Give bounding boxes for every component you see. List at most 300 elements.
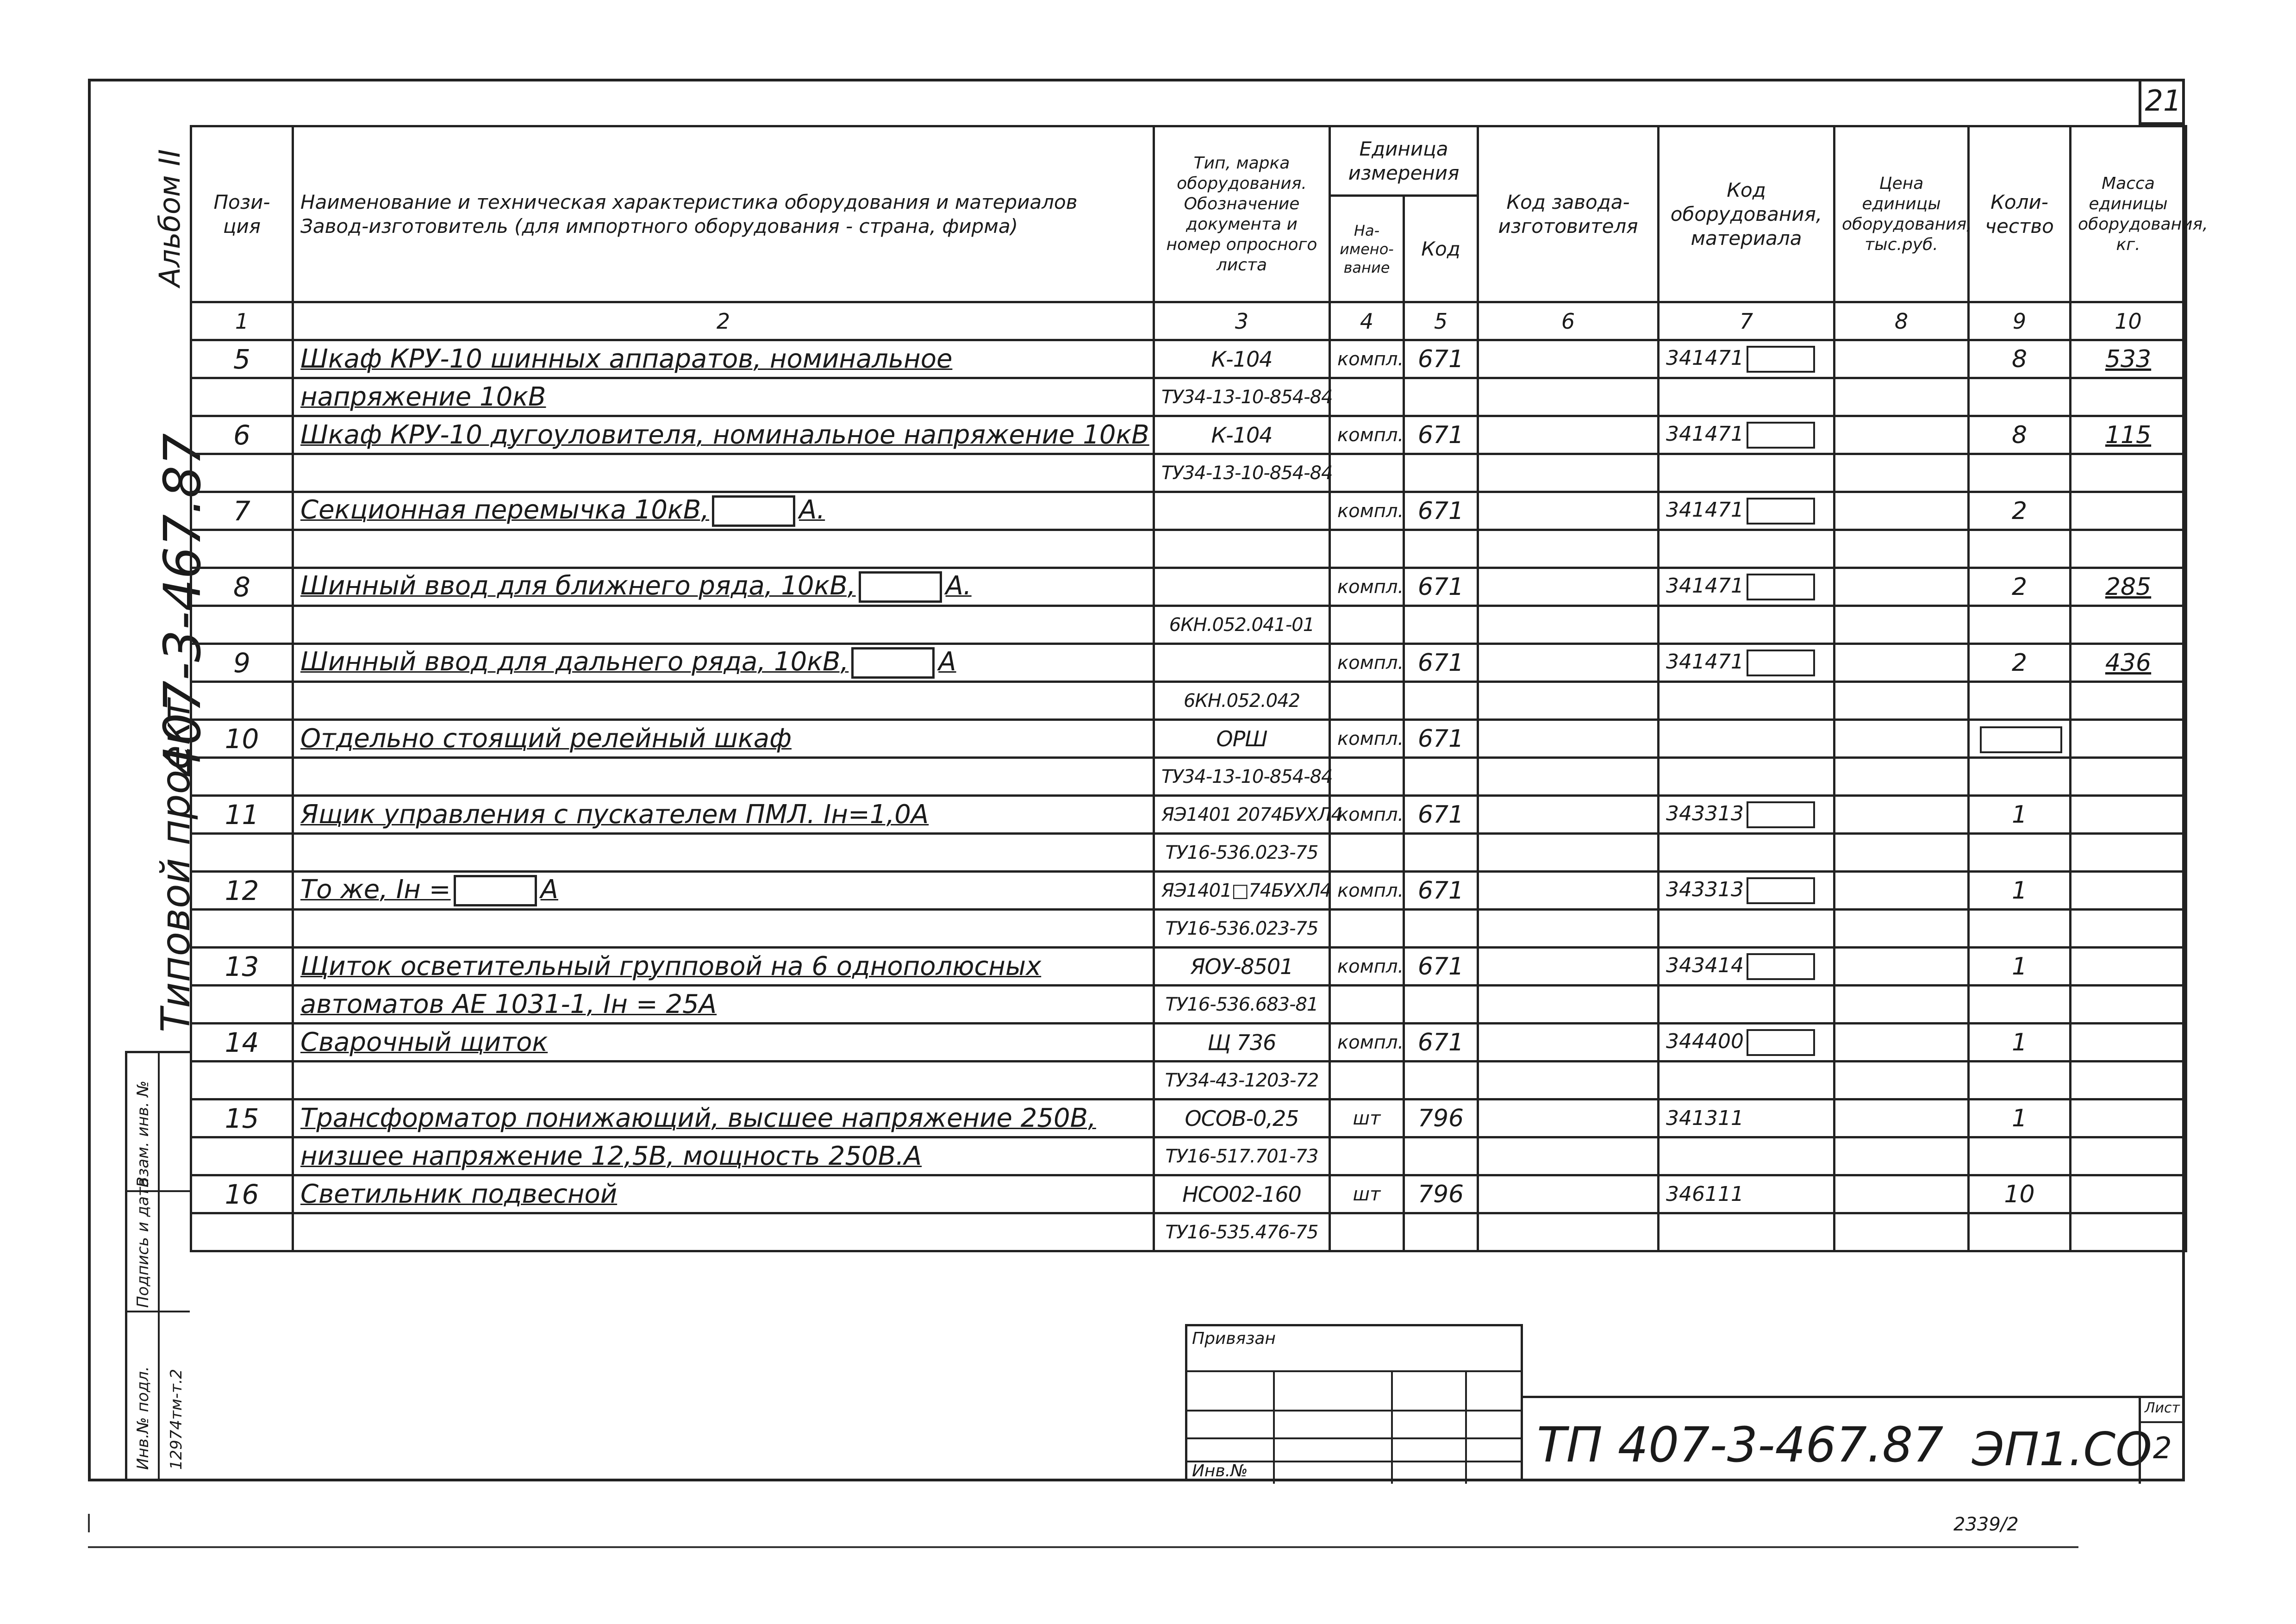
cell-mass xyxy=(2071,872,2186,910)
cell-name xyxy=(293,948,1154,986)
cell-equipment-code xyxy=(1659,986,1834,1024)
cell-name xyxy=(293,1099,1154,1137)
cell-name xyxy=(293,720,1154,758)
cell-unit-name xyxy=(1330,530,1404,568)
cell-position-text: 15 xyxy=(225,1102,259,1134)
cell-unit-name-text: компл. xyxy=(1337,880,1404,901)
cell-quantity xyxy=(1969,910,2071,948)
cell-type xyxy=(1154,454,1333,492)
page-number: 21 xyxy=(2139,79,2185,125)
blank-field xyxy=(1747,801,1815,828)
cell-price xyxy=(1834,568,1969,606)
cell-unit-code xyxy=(1404,796,1478,834)
cell-mass xyxy=(2071,1213,2186,1251)
cell-maker-code xyxy=(1478,796,1659,834)
cell-unit-name xyxy=(1330,568,1404,606)
cell-quantity-text: 1 xyxy=(2011,876,2028,905)
blank-field xyxy=(851,647,935,679)
table-row xyxy=(191,834,2186,872)
cell-type xyxy=(1154,1024,1330,1062)
cell-maker-code xyxy=(1478,530,1659,568)
cell-unit-name-text: компл. xyxy=(1337,424,1404,446)
cell-type xyxy=(1154,834,1330,872)
cell-equipment-code-text: 341311 xyxy=(1666,1106,1744,1130)
cell-unit-code-text: 671 xyxy=(1417,649,1464,677)
cell-unit-name xyxy=(1330,340,1404,378)
cell-position-text: 12 xyxy=(225,874,259,906)
cell-position-text: 5 xyxy=(233,343,250,375)
cell-position-text: 16 xyxy=(225,1178,259,1210)
cell-type xyxy=(1154,720,1330,758)
table-row xyxy=(191,910,2186,948)
cell-equipment-code xyxy=(1659,1062,1834,1099)
cell-unit-name xyxy=(1330,606,1404,644)
cell-equipment-code xyxy=(1659,1137,1834,1175)
cell-quantity xyxy=(1969,416,2071,454)
cell-equipment-code xyxy=(1659,378,1834,416)
cell-position xyxy=(191,606,293,644)
table-row xyxy=(191,986,2186,1024)
cell-mass xyxy=(2071,454,2186,492)
cell-maker-code xyxy=(1478,492,1659,530)
cell-unit-name xyxy=(1330,1099,1404,1137)
cell-type xyxy=(1154,378,1333,416)
cell-position xyxy=(191,834,293,872)
cell-quantity xyxy=(1969,644,2071,682)
cell-unit-name-text: компл. xyxy=(1337,728,1404,750)
side-project-type: Типовой проект xyxy=(153,698,199,1032)
cell-quantity xyxy=(1969,568,2071,606)
stamp-inv-number: 12974тм-т.2 xyxy=(167,1368,186,1470)
header-equipment-code: Код оборудования, материала xyxy=(1659,126,1834,302)
cell-unit-name xyxy=(1330,1213,1404,1251)
cell-name-suffix: А. xyxy=(799,494,825,525)
cell-quantity-text: 1 xyxy=(2011,1028,2028,1056)
cell-name xyxy=(293,872,1154,910)
blank-field xyxy=(1980,726,2062,753)
cell-unit-code xyxy=(1404,1062,1478,1099)
cell-name xyxy=(293,530,1154,568)
cell-mass-text: 533 xyxy=(2105,345,2152,373)
cell-type xyxy=(1154,1137,1330,1175)
cell-equipment-code-text: 343313 xyxy=(1666,877,1744,901)
cell-price xyxy=(1834,644,1969,682)
cell-quantity-text: 10 xyxy=(2004,1180,2035,1208)
cell-quantity xyxy=(1969,454,2071,492)
table-row xyxy=(191,340,2186,378)
cell-equipment-code-text: 346111 xyxy=(1666,1182,1744,1206)
header-position: Пози-ция xyxy=(191,126,293,302)
cell-name-text: Ящик управления с пускателем ПМЛ. Iн=1,0А xyxy=(300,800,929,830)
cell-quantity-text: 1 xyxy=(2011,800,2028,829)
cell-mass xyxy=(2071,796,2186,834)
cell-position-text: 7 xyxy=(233,495,250,527)
cell-quantity xyxy=(1969,1137,2071,1175)
cell-name xyxy=(293,834,1154,872)
table-row xyxy=(191,682,2186,720)
cell-unit-code xyxy=(1404,568,1478,606)
column-number: 9 xyxy=(1969,302,2071,340)
cell-type-text: ТУ16-536.683-81 xyxy=(1165,993,1318,1015)
cell-maker-code xyxy=(1478,1137,1659,1175)
table-row xyxy=(191,948,2186,986)
cell-name-text: Отдельно стоящий релейный шкаф xyxy=(300,724,792,754)
cell-maker-code xyxy=(1478,378,1659,416)
specification-table xyxy=(190,125,2208,1252)
cell-mass xyxy=(2071,720,2186,758)
cell-unit-name xyxy=(1330,1062,1404,1099)
cell-equipment-code xyxy=(1659,682,1834,720)
cell-position xyxy=(191,872,293,910)
approval-stamp xyxy=(125,1051,190,1481)
cell-quantity xyxy=(1969,872,2071,910)
cell-type xyxy=(1154,796,1342,834)
footer-rule xyxy=(88,1546,2078,1548)
cell-unit-code xyxy=(1404,378,1478,416)
cell-unit-code xyxy=(1404,1175,1478,1213)
cell-position xyxy=(191,568,293,606)
cell-name xyxy=(293,644,1154,682)
cell-position xyxy=(191,492,293,530)
cell-name xyxy=(293,758,1154,796)
cell-unit-name xyxy=(1330,1024,1404,1062)
cell-equipment-code xyxy=(1659,1099,1834,1137)
cell-maker-code xyxy=(1478,986,1659,1024)
cell-price xyxy=(1834,834,1969,872)
cell-price xyxy=(1834,492,1969,530)
cell-quantity xyxy=(1969,986,2071,1024)
cell-type-text: ТУ34-43-1203-72 xyxy=(1165,1069,1319,1091)
cell-name xyxy=(293,796,1154,834)
cell-unit-code xyxy=(1404,606,1478,644)
column-number: 10 xyxy=(2071,302,2186,340)
cell-equipment-code xyxy=(1659,796,1834,834)
cell-maker-code xyxy=(1478,340,1659,378)
cell-price xyxy=(1834,758,1969,796)
cell-unit-code-text: 796 xyxy=(1417,1104,1464,1132)
cell-type-text: К-104 xyxy=(1211,422,1273,448)
cell-price xyxy=(1834,1024,1969,1062)
cell-price xyxy=(1834,682,1969,720)
cell-name-text: То же, Iн = xyxy=(300,874,451,905)
tb-rule xyxy=(1391,1370,1393,1484)
header-unit-code: Код xyxy=(1404,196,1478,302)
cell-name-text: Щиток осветительный групповой на 6 однополюсных xyxy=(300,951,1042,981)
footer-mark: 2339/2 xyxy=(1953,1514,2019,1535)
cell-unit-code-text: 671 xyxy=(1417,876,1464,905)
cell-quantity xyxy=(1969,606,2071,644)
cell-type xyxy=(1154,948,1330,986)
header-type: Тип, марка оборудования. Обозначение документа и номер опросного листа xyxy=(1154,126,1330,302)
cell-unit-name xyxy=(1330,910,1404,948)
column-number: 1 xyxy=(191,302,293,340)
cell-equipment-code-text: 344400 xyxy=(1666,1029,1744,1053)
title-block xyxy=(1185,1324,2185,1481)
blank-field xyxy=(1747,574,1815,600)
cell-unit-name xyxy=(1330,720,1404,758)
cell-type-text: ТУ34-13-10-854-84 xyxy=(1161,766,1333,787)
cell-unit-name xyxy=(1330,758,1404,796)
cell-unit-code xyxy=(1404,1137,1478,1175)
column-number: 3 xyxy=(1154,302,1330,340)
header-maker-code: Код завода-изготовителя xyxy=(1478,126,1659,302)
cell-type-text: К-104 xyxy=(1211,346,1273,372)
column-number: 8 xyxy=(1834,302,1969,340)
cell-mass xyxy=(2071,1137,2186,1175)
cell-type-text: ТУ16-536.023-75 xyxy=(1165,842,1318,863)
cell-price xyxy=(1834,340,1969,378)
cell-price xyxy=(1834,530,1969,568)
cell-quantity xyxy=(1969,1213,2071,1251)
cell-unit-name-text: компл. xyxy=(1337,956,1404,977)
sheet-number: 2 xyxy=(2153,1431,2172,1466)
cell-mass-text: 115 xyxy=(2105,421,2152,449)
cell-position-text: 8 xyxy=(233,571,250,603)
cell-maker-code xyxy=(1478,416,1659,454)
sheet-box xyxy=(2139,1398,2185,1484)
cell-position-text: 14 xyxy=(225,1026,259,1058)
cell-type-text: ТУ34-13-10-854-84 xyxy=(1161,462,1333,484)
cell-position xyxy=(191,1137,293,1175)
cell-type xyxy=(1154,986,1330,1024)
cell-unit-code xyxy=(1404,682,1478,720)
cell-price xyxy=(1834,416,1969,454)
cell-unit-code xyxy=(1404,1213,1478,1251)
cell-name-text: автоматов АЕ 1031-1, Iн = 25А xyxy=(300,989,717,1019)
cell-position xyxy=(191,796,293,834)
column-number: 4 xyxy=(1330,302,1404,340)
cell-unit-name xyxy=(1330,796,1404,834)
cell-equipment-code xyxy=(1659,568,1834,606)
cell-unit-code-text: 671 xyxy=(1417,1028,1464,1056)
cell-position xyxy=(191,454,293,492)
cell-quantity xyxy=(1969,492,2071,530)
cell-unit-name-text: компл. xyxy=(1337,348,1404,370)
cell-name-text: низшее напряжение 12,5В, мощность 250В.А xyxy=(300,1141,922,1171)
cell-type xyxy=(1154,1175,1330,1213)
cell-name xyxy=(293,568,1154,606)
column-number: 6 xyxy=(1478,302,1659,340)
cell-name-text: Шинный ввод для дальнего ряда, 10кВ, xyxy=(300,646,849,677)
cell-mass-text: 285 xyxy=(2105,573,2152,601)
cell-name xyxy=(293,416,1154,454)
cell-name-text: Шкаф КРУ-10 шинных аппаратов, номинальное xyxy=(300,344,953,374)
cell-unit-name xyxy=(1330,1137,1404,1175)
cell-maker-code xyxy=(1478,1024,1659,1062)
cell-name-suffix: А xyxy=(540,874,558,905)
cell-equipment-code-text: 341471 xyxy=(1666,422,1744,446)
cell-quantity xyxy=(1969,758,2071,796)
cell-maker-code xyxy=(1478,720,1659,758)
cell-equipment-code xyxy=(1659,910,1834,948)
cell-unit-code xyxy=(1404,416,1478,454)
column-number: 5 xyxy=(1404,302,1478,340)
cell-unit-code xyxy=(1404,720,1478,758)
tb-rule xyxy=(1187,1410,1521,1412)
cell-unit-name xyxy=(1330,416,1404,454)
cell-maker-code xyxy=(1478,568,1659,606)
cell-unit-code xyxy=(1404,872,1478,910)
cell-name-suffix: А xyxy=(938,646,956,677)
cell-equipment-code xyxy=(1659,530,1834,568)
cell-quantity xyxy=(1969,1099,2071,1137)
cell-type-text: ЯЭ1401□74БУХЛ4 xyxy=(1161,880,1331,901)
cell-position xyxy=(191,1213,293,1251)
cell-position xyxy=(191,1062,293,1099)
cell-unit-code-text: 671 xyxy=(1417,421,1464,449)
cell-type xyxy=(1154,1213,1330,1251)
table-row xyxy=(191,416,2186,454)
table-row xyxy=(191,1099,2186,1137)
cell-equipment-code xyxy=(1659,492,1834,530)
cell-equipment-code xyxy=(1659,872,1834,910)
blank-field xyxy=(1747,498,1815,525)
cell-position xyxy=(191,910,293,948)
side-album-label: Альбом II xyxy=(153,149,187,287)
cell-equipment-code xyxy=(1659,1213,1834,1251)
cell-equipment-code xyxy=(1659,948,1834,986)
table-row xyxy=(191,1024,2186,1062)
cell-unit-code xyxy=(1404,492,1478,530)
tb-rule xyxy=(1465,1370,1467,1484)
cell-equipment-code xyxy=(1659,454,1834,492)
cell-mass xyxy=(2071,378,2186,416)
cell-mass xyxy=(2071,492,2186,530)
cell-unit-name xyxy=(1330,834,1404,872)
stamp-signature-date: Подпись и дата xyxy=(134,1177,152,1308)
cell-name-text: напряжение 10кВ xyxy=(300,382,546,412)
cell-maker-code xyxy=(1478,682,1659,720)
cell-equipment-code xyxy=(1659,1024,1834,1062)
cell-price xyxy=(1834,1099,1969,1137)
cell-type-text: 6КН.052.042 xyxy=(1183,690,1300,712)
cell-equipment-code xyxy=(1659,720,1834,758)
cell-quantity xyxy=(1969,1175,2071,1213)
cell-unit-name xyxy=(1330,644,1404,682)
blank-field xyxy=(859,571,942,603)
stamp-replaced-inv: Взам. инв. № xyxy=(134,1081,152,1187)
table-row xyxy=(191,568,2186,606)
cell-mass xyxy=(2071,416,2186,454)
cell-type xyxy=(1154,1099,1330,1137)
cell-unit-code-text: 671 xyxy=(1417,497,1464,525)
cell-unit-name-text: шт xyxy=(1353,1107,1381,1129)
cell-type-text: ЯОУ-8501 xyxy=(1190,954,1293,979)
cell-quantity xyxy=(1969,378,2071,416)
cell-name xyxy=(293,1213,1154,1251)
cell-price xyxy=(1834,454,1969,492)
blank-field xyxy=(1747,346,1815,373)
cell-unit-code xyxy=(1404,1099,1478,1137)
cell-unit-code xyxy=(1404,758,1478,796)
inv-label: Инв.№ xyxy=(1192,1462,1248,1480)
cell-position xyxy=(191,758,293,796)
cell-name xyxy=(293,1137,1154,1175)
cell-maker-code xyxy=(1478,872,1659,910)
blank-field xyxy=(1747,1029,1815,1056)
cell-type xyxy=(1154,568,1330,606)
cell-type-text: ЯЭ1401 2074БУХЛ4 xyxy=(1161,804,1342,825)
cell-equipment-code-text: 341471 xyxy=(1666,346,1744,370)
cell-type-text: ОРШ xyxy=(1216,726,1267,751)
cell-name xyxy=(293,454,1154,492)
cell-type-text: 6КН.052.041-01 xyxy=(1169,614,1315,636)
cell-mass-text: 436 xyxy=(2105,649,2152,677)
tb-rule xyxy=(1273,1370,1275,1484)
cell-position xyxy=(191,1024,293,1062)
table-row xyxy=(191,492,2186,530)
table-row xyxy=(191,606,2186,644)
cell-quantity xyxy=(1969,834,2071,872)
cell-unit-name xyxy=(1330,378,1404,416)
table-row xyxy=(191,758,2186,796)
cell-quantity xyxy=(1969,530,2071,568)
header-name: Наименование и техническая характеристика оборудования и материалов Завод-изготовитель (для импортного оборудования - страна, фирма) xyxy=(293,126,1154,302)
cell-quantity-text: 8 xyxy=(2011,345,2028,373)
cell-equipment-code xyxy=(1659,1175,1834,1213)
cell-unit-code xyxy=(1404,948,1478,986)
cell-type xyxy=(1154,758,1333,796)
cell-maker-code xyxy=(1478,948,1659,986)
cell-unit-code xyxy=(1404,530,1478,568)
cell-unit-name xyxy=(1330,454,1404,492)
cell-unit-name xyxy=(1330,1175,1404,1213)
side-project-code: 407-3-467.87 xyxy=(153,433,212,778)
cell-price xyxy=(1834,378,1969,416)
cell-unit-code xyxy=(1404,1024,1478,1062)
cell-position xyxy=(191,986,293,1024)
cell-equipment-code-text: 341471 xyxy=(1666,574,1744,598)
cell-mass xyxy=(2071,948,2186,986)
cell-price xyxy=(1834,910,1969,948)
cell-quantity-text: 2 xyxy=(2011,649,2028,677)
document-code: ТП 407-3-467.87 xyxy=(1537,1417,1944,1473)
cell-unit-name xyxy=(1330,872,1404,910)
cell-quantity-text: 2 xyxy=(2011,573,2028,601)
header-quantity: Коли-чество xyxy=(1969,126,2071,302)
cell-maker-code xyxy=(1478,606,1659,644)
cell-unit-name xyxy=(1330,492,1404,530)
cell-unit-code-text: 671 xyxy=(1417,573,1464,601)
cell-maker-code xyxy=(1478,834,1659,872)
cell-equipment-code-text: 343414 xyxy=(1666,953,1744,977)
cell-mass xyxy=(2071,530,2186,568)
cell-type xyxy=(1154,682,1330,720)
cell-mass xyxy=(2071,340,2186,378)
cell-unit-code xyxy=(1404,644,1478,682)
cell-type xyxy=(1154,340,1330,378)
cell-mass xyxy=(2071,568,2186,606)
cell-mass xyxy=(2071,1062,2186,1099)
cell-unit-code xyxy=(1404,834,1478,872)
cell-price xyxy=(1834,872,1969,910)
cell-type xyxy=(1154,416,1330,454)
cell-position-text: 11 xyxy=(225,799,259,831)
cell-name-text: Сварочный щиток xyxy=(300,1027,548,1057)
table-row xyxy=(191,1213,2186,1251)
column-number: 2 xyxy=(293,302,1154,340)
table-row xyxy=(191,1137,2186,1175)
cell-type xyxy=(1154,606,1330,644)
cell-name-text: Трансформатор понижающий, высшее напряжение 250В, xyxy=(300,1103,1096,1133)
table-row xyxy=(191,378,2186,416)
cell-price xyxy=(1834,1062,1969,1099)
cell-position xyxy=(191,720,293,758)
cell-price xyxy=(1834,1213,1969,1251)
cell-equipment-code xyxy=(1659,416,1834,454)
table-row xyxy=(191,720,2186,758)
cell-name xyxy=(293,606,1154,644)
